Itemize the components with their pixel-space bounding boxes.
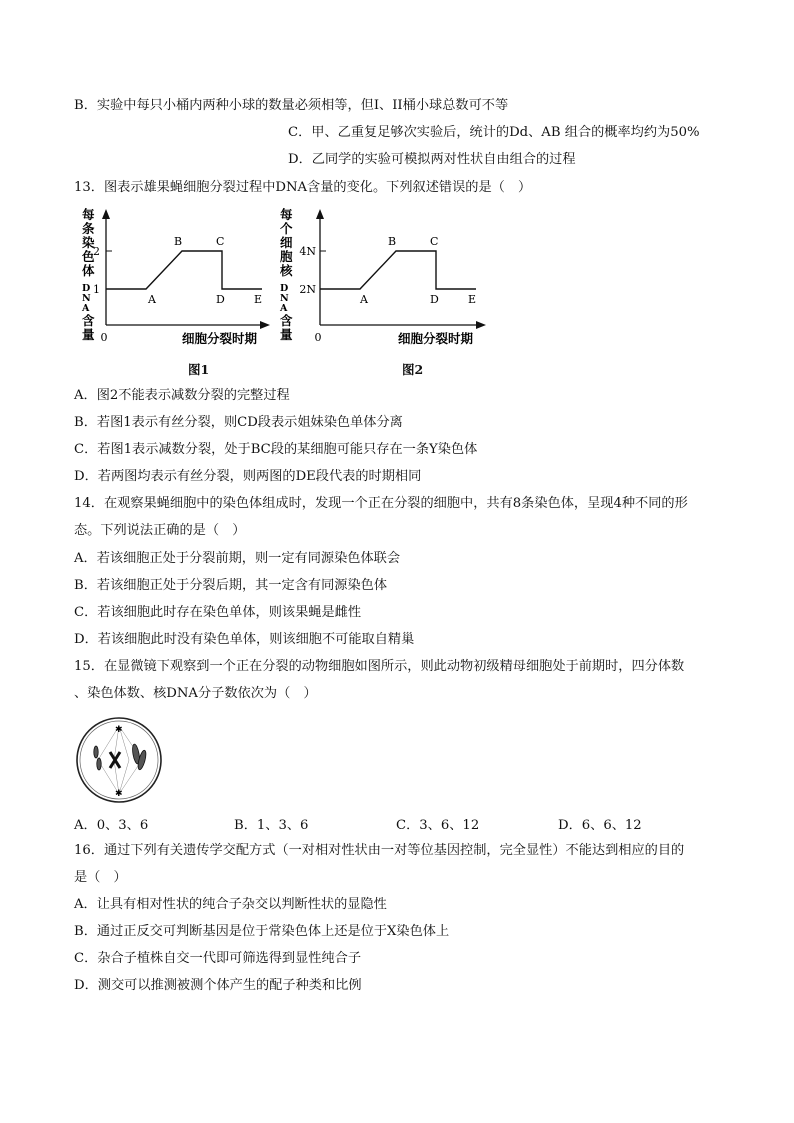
figure-2-caption: 图2 [402, 362, 424, 377]
point-label-1-d: D [216, 293, 225, 306]
figure-1-chart [74, 203, 274, 353]
line-option-d: D．乙同学的实验可模拟两对性状自由组合的过程 [288, 152, 576, 167]
figure-1-caption: 图1 [188, 362, 210, 377]
q16-option-d: D．测交可以推测被测个体产生的配子种类和比例 [74, 978, 362, 993]
svg-text:✱: ✱ [115, 789, 123, 799]
point-label-2-d: D [430, 293, 439, 306]
question-15-cont: 、染色体数、核DNA分子数依次为（ ） [74, 686, 317, 701]
q15-option-a: A．0、3、6 [74, 818, 149, 833]
svg-text:染: 染 [82, 235, 95, 250]
svg-text:每: 每 [280, 207, 293, 222]
ytick-2-4n: 4N [299, 245, 316, 258]
q13-option-c: C．若图1表示减数分裂，处于BC段的某细胞可能只存在一条Y染色体 [74, 442, 478, 457]
svg-text:A: A [280, 303, 288, 314]
question-16-cont: 是（ ） [74, 870, 127, 885]
q16-option-b: B．通过正反交可判断基因是位于常染色体上还是位于X染色体上 [74, 924, 450, 939]
series-line-2 [320, 251, 476, 289]
q13-option-d: D．若两图均表示有丝分裂，则两图的DE段代表的时期相同 [74, 469, 422, 484]
ylabel-2 [279, 207, 293, 342]
q15-option-b: B．1、3、6 [234, 818, 309, 833]
ytick-1-2: 2 [93, 245, 100, 258]
svg-text:条: 条 [82, 221, 95, 236]
q16-option-a: A．让具有相对性状的纯合子杂交以判断性状的显隐性 [74, 897, 387, 912]
point-label-1-a: A [148, 293, 156, 306]
x-arrow-1 [260, 321, 270, 329]
q16-option-c: C．杂合子植株自交一代即可筛选得到显性纯合子 [74, 951, 362, 966]
y-arrow-2 [316, 209, 324, 219]
point-label-2-a: A [360, 293, 368, 306]
q15-option-d: D．6、6、12 [558, 818, 642, 833]
x-arrow-2 [476, 321, 486, 329]
question-13: 13．图表示雄果蝇细胞分裂过程中DNA含量的变化。下列叙述错误的是（ ） [74, 180, 532, 195]
line-option-b: B．实验中每只小桶内两种小球的数量必须相等，但I、II桶小球总数可不等 [74, 98, 509, 113]
point-label-2-c: C [430, 235, 439, 248]
svg-text:体: 体 [82, 263, 95, 278]
xlabel-1: 细胞分裂时期 [182, 331, 258, 346]
q15-option-c: C．3、6、12 [396, 818, 480, 833]
svg-text:含: 含 [280, 313, 293, 328]
origin-1: 0 [100, 331, 108, 344]
svg-text:量: 量 [280, 327, 293, 342]
q14-option-b: B．若该细胞正处于分裂后期，其一定含有同源染色体 [74, 578, 388, 593]
svg-text:细: 细 [280, 235, 293, 250]
xlabel-2: 细胞分裂时期 [398, 331, 474, 346]
svg-text:个: 个 [280, 221, 293, 236]
svg-text:量: 量 [82, 327, 95, 342]
figure-2-chart [274, 203, 494, 353]
point-label-1-e: E [254, 293, 263, 306]
svg-text:每: 每 [82, 207, 95, 222]
svg-text:胞: 胞 [280, 249, 293, 264]
ylabel-1 [81, 207, 95, 342]
question-14-cont: 态。下列说法正确的是（ ） [74, 523, 246, 538]
q13-option-b: B．若图1表示有丝分裂，则CD段表示姐妹染色单体分离 [74, 415, 403, 430]
svg-text:D: D [82, 283, 91, 294]
svg-text:✱: ✱ [115, 725, 123, 735]
series-line-1 [106, 251, 262, 289]
origin-2: 0 [314, 331, 322, 344]
q14-option-c: C．若该细胞此时存在染色单体，则该果蝇是雌性 [74, 605, 362, 620]
ytick-2-2n: 2N [299, 283, 316, 296]
question-16: 16．通过下列有关遗传学交配方式（一对相对性状由一对等位基因控制，完全显性）不能达到相应的目的 [74, 843, 685, 858]
svg-text:A: A [82, 303, 90, 314]
question-14: 14．在观察果蝇细胞中的染色体组成时，发现一个正在分裂的细胞中，共有8条染色体，呈现4种不同的形 [74, 496, 688, 511]
y-arrow-1 [102, 209, 110, 219]
point-label-2-e: E [468, 293, 477, 306]
point-label-1-c: C [216, 235, 225, 248]
svg-text:核: 核 [280, 263, 293, 278]
svg-text:N: N [280, 293, 289, 304]
question-15: 15．在显微镜下观察到一个正在分裂的动物细胞如图所示，则此动物初级精母细胞处于前期时，四分体数 [74, 659, 685, 674]
q14-option-d: D．若该细胞此时没有染色单体，则该细胞不可能取自精巢 [74, 632, 415, 647]
q13-option-a: A．图2不能表示减数分裂的完整过程 [74, 388, 290, 403]
svg-text:D: D [280, 283, 289, 294]
svg-text:色: 色 [82, 249, 95, 264]
cell-diagram [74, 714, 164, 806]
point-label-1-b: B [174, 235, 183, 248]
line-option-c: C．甲、乙重复足够次实验后，统计的Dd、AB 组合的概率均约为50% [288, 125, 700, 140]
svg-text:N: N [82, 293, 91, 304]
ytick-1-1: 1 [93, 283, 100, 296]
svg-text:含: 含 [82, 313, 95, 328]
point-label-2-b: B [388, 235, 397, 248]
q14-option-a: A．若该细胞正处于分裂前期，则一定有同源染色体联会 [74, 551, 401, 566]
